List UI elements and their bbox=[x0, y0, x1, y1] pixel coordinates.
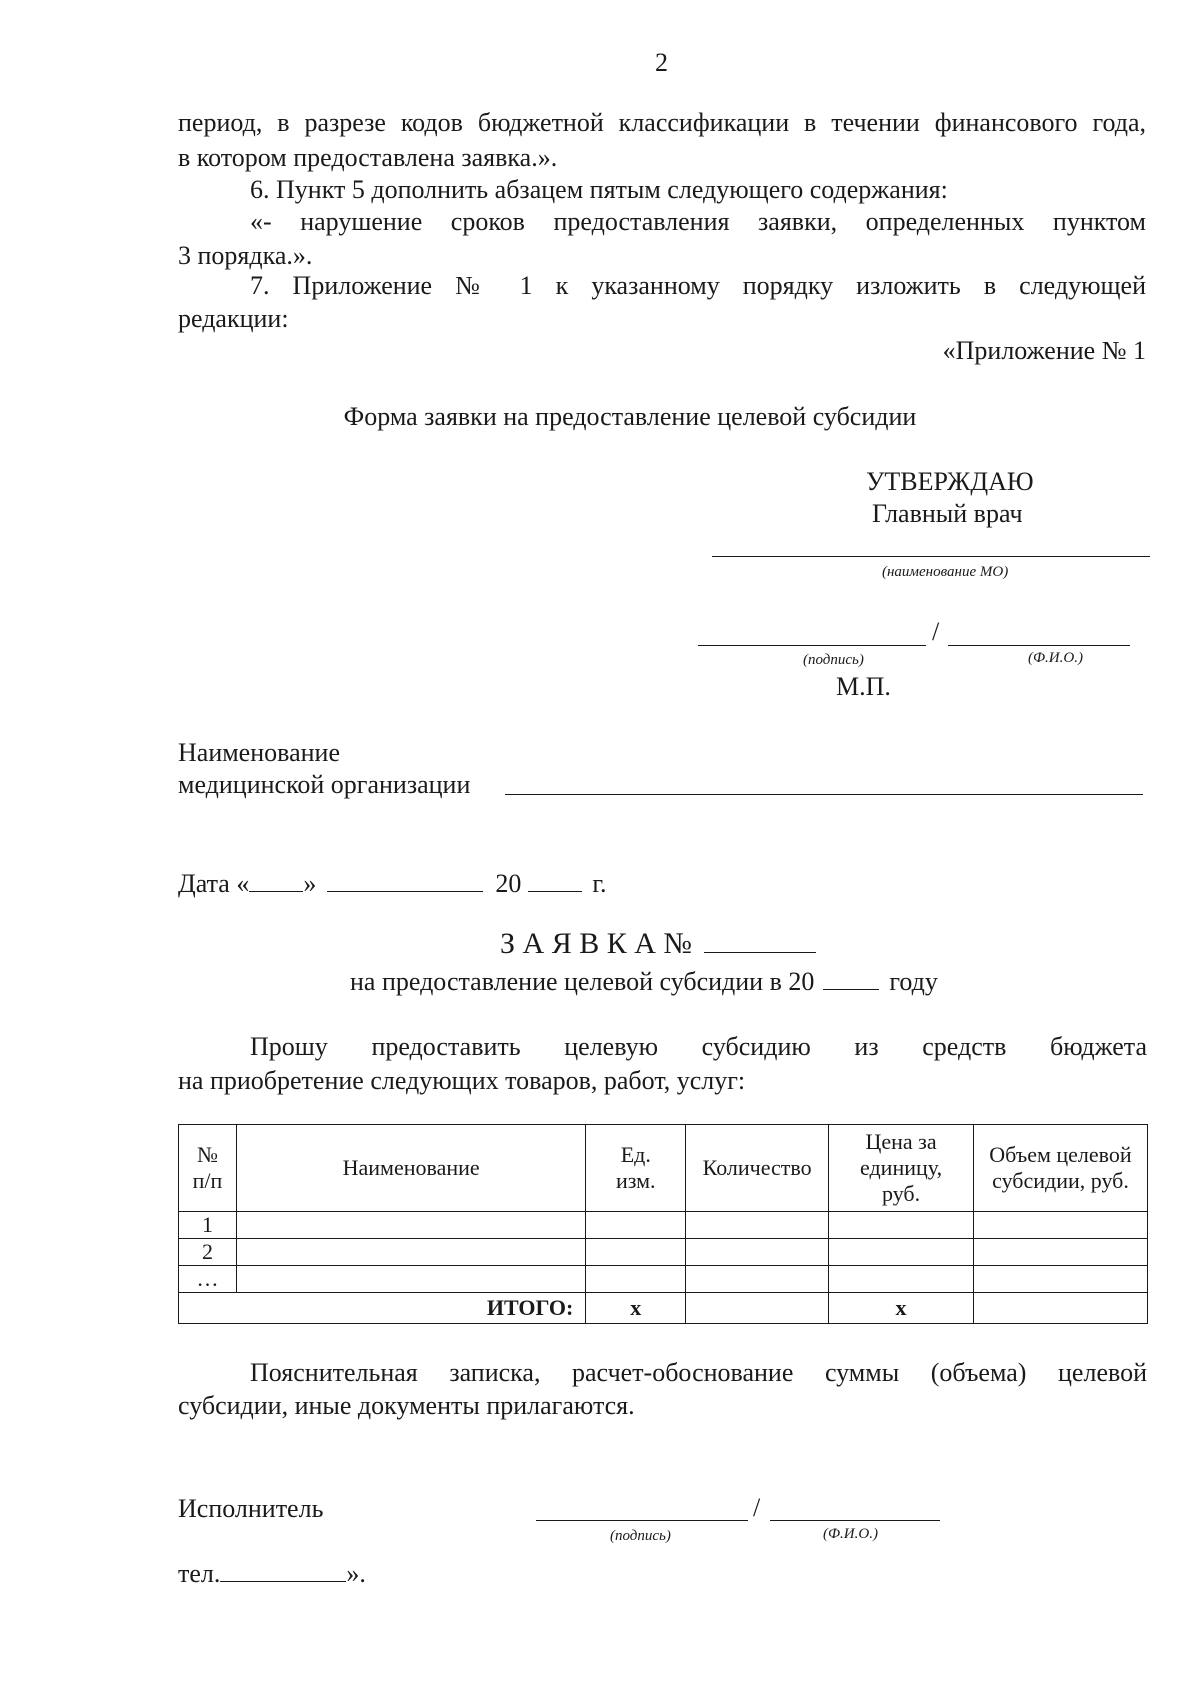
date-month-field[interactable] bbox=[327, 891, 483, 892]
executor-separator: / bbox=[753, 1493, 761, 1522]
cell-unit[interactable] bbox=[586, 1239, 686, 1266]
date-label: Дата « bbox=[178, 869, 250, 898]
total-volume[interactable] bbox=[974, 1293, 1148, 1324]
date-year-field[interactable] bbox=[528, 891, 582, 892]
table-row bbox=[179, 1239, 1148, 1266]
table-header-row bbox=[179, 1125, 1148, 1212]
cell-name[interactable] bbox=[236, 1212, 585, 1239]
phone-label: тел. bbox=[178, 1559, 221, 1588]
table-row bbox=[179, 1212, 1148, 1239]
application-year-field[interactable] bbox=[823, 989, 879, 990]
row-number: 2 bbox=[179, 1239, 237, 1266]
approver-signature-caption: (подпись) bbox=[803, 652, 864, 668]
date-line bbox=[178, 868, 607, 900]
appendix-label: «Приложение № 1 bbox=[942, 336, 1146, 365]
cell-quantity[interactable] bbox=[686, 1239, 829, 1266]
header-name: Наименование bbox=[236, 1125, 585, 1212]
page-number: 2 bbox=[655, 48, 668, 77]
row-number: … bbox=[179, 1266, 237, 1293]
total-quantity[interactable] bbox=[686, 1293, 829, 1324]
mo-name-caption: (наименование МО) bbox=[882, 564, 1009, 580]
organization-label-line-1: Наименование bbox=[178, 738, 340, 767]
organization-name-field[interactable] bbox=[505, 794, 1143, 795]
paragraph-4-line-2: редакции: bbox=[178, 304, 289, 333]
header-quantity: Количество bbox=[686, 1125, 829, 1212]
executor-signature-caption: (подпись) bbox=[610, 1528, 671, 1544]
paragraph-3-line-1: «- нарушение сроков предоставления заявки, определенных пунктом bbox=[250, 207, 1146, 236]
form-title: Форма заявки на предоставление целевой субсидии bbox=[343, 402, 917, 431]
cell-price[interactable] bbox=[829, 1212, 974, 1239]
application-subtitle-end: году bbox=[889, 967, 938, 996]
phone-field[interactable] bbox=[220, 1581, 346, 1582]
date-close-quote: » bbox=[303, 869, 317, 898]
cell-price[interactable] bbox=[829, 1266, 974, 1293]
stamp-label: М.П. bbox=[836, 672, 891, 701]
cell-name[interactable] bbox=[236, 1266, 585, 1293]
paragraph-3-line-2: 3 порядка.». bbox=[178, 241, 313, 270]
phone-line bbox=[178, 1558, 366, 1590]
phone-end: ». bbox=[346, 1559, 366, 1588]
approver-signature-line[interactable] bbox=[698, 645, 926, 646]
table-total-row bbox=[179, 1293, 1148, 1324]
application-subtitle: на предоставление целевой субсидии в 20 bbox=[350, 967, 815, 996]
paragraph-2: 6. Пункт 5 дополнить абзацем пятым следующего содержания: bbox=[250, 175, 948, 204]
cell-unit[interactable] bbox=[586, 1212, 686, 1239]
date-day-field[interactable] bbox=[249, 891, 303, 892]
executor-fio-caption: (Ф.И.О.) bbox=[823, 1526, 878, 1542]
approver-fio-caption: (Ф.И.О.) bbox=[1028, 650, 1083, 666]
cell-volume[interactable] bbox=[974, 1266, 1148, 1293]
header-price: Цена за единицу, руб. bbox=[829, 1125, 974, 1212]
header-num: № п/п bbox=[179, 1125, 237, 1212]
approver-separator: / bbox=[932, 617, 940, 646]
cell-name[interactable] bbox=[236, 1239, 585, 1266]
request-line-2: на приобретение следующих товаров, работ, услуг: bbox=[178, 1066, 746, 1095]
header-unit: Ед. изм. bbox=[586, 1125, 686, 1212]
paragraph-1-line-1: период, в разрезе кодов бюджетной классификации в течении финансового года, bbox=[178, 108, 1146, 137]
date-year-suffix: г. bbox=[592, 869, 607, 898]
attachments-line-2: субсидии, иные документы прилагаются. bbox=[178, 1391, 635, 1420]
approver-fio-line[interactable] bbox=[948, 645, 1130, 646]
cell-quantity[interactable] bbox=[686, 1266, 829, 1293]
total-price: х bbox=[829, 1293, 974, 1324]
application-title: З А Я В К А № bbox=[500, 927, 693, 960]
cell-volume[interactable] bbox=[974, 1239, 1148, 1266]
executor-signature-line[interactable] bbox=[536, 1520, 748, 1521]
organization-label-line-2: медицинской организации bbox=[178, 770, 471, 799]
cell-volume[interactable] bbox=[974, 1212, 1148, 1239]
executor-fio-line[interactable] bbox=[770, 1520, 940, 1521]
row-number: 1 bbox=[179, 1212, 237, 1239]
attachments-line-1: Пояснительная записка, расчет-обоснование суммы (объема) целевой bbox=[250, 1358, 1147, 1387]
header-volume: Объем целевой субсидии, руб. bbox=[974, 1125, 1148, 1212]
total-unit: х bbox=[586, 1293, 686, 1324]
application-title-line bbox=[500, 926, 816, 962]
application-subtitle-line bbox=[350, 966, 938, 998]
table-row bbox=[179, 1266, 1148, 1293]
request-line-1: Прошу предоставить целевую субсидию из средств бюджета bbox=[250, 1032, 1147, 1061]
total-label: ИТОГО: bbox=[179, 1293, 586, 1324]
approve-heading: УТВЕРЖДАЮ bbox=[866, 467, 1034, 496]
paragraph-1-line-2: в котором предоставлена заявка.». bbox=[178, 143, 558, 172]
executor-label: Исполнитель bbox=[178, 1494, 324, 1523]
cell-quantity[interactable] bbox=[686, 1212, 829, 1239]
position-label: Главный врач bbox=[872, 499, 1023, 528]
application-number-field[interactable] bbox=[704, 952, 816, 953]
items-table bbox=[178, 1124, 1148, 1324]
cell-price[interactable] bbox=[829, 1239, 974, 1266]
mo-name-line[interactable] bbox=[712, 556, 1150, 557]
cell-unit[interactable] bbox=[586, 1266, 686, 1293]
paragraph-4-line-1: 7. Приложение № 1 к указанному порядку изложить в следующей bbox=[250, 271, 1146, 300]
date-year-prefix: 20 bbox=[495, 869, 522, 898]
